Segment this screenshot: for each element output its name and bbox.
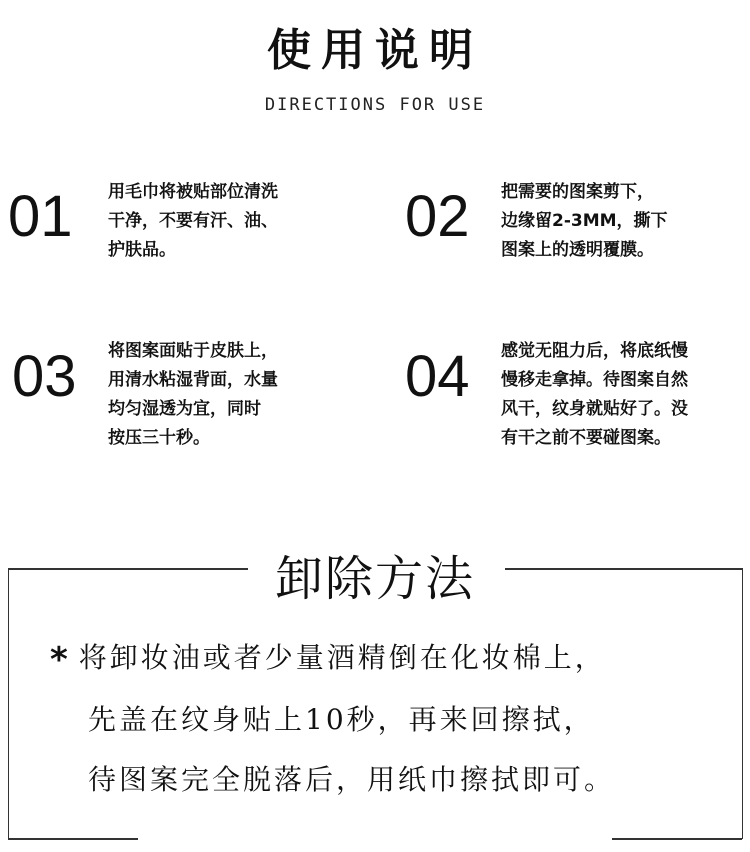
step-text-03: 将图案面贴于皮肤上， 用清水粘湿背面，水量 均匀湿透为宜，同时 按压三十秒。 [108, 341, 278, 448]
frame-bottom-left-line [8, 838, 138, 840]
step-number-01: 01 [8, 184, 73, 249]
step-number-03: 03 [12, 344, 77, 409]
step-number-02: 02 [405, 184, 470, 249]
step-number-04: 04 [405, 344, 470, 409]
page-title: 使用说明 [267, 25, 483, 76]
removal-line-1 [50, 636, 606, 680]
removal-line-1-text: 将卸妆油或者少量酒精倒在化妆棉上， [78, 641, 606, 674]
removal-line-2: 先盖在纹身贴上10秒，再来回擦拭， [88, 703, 595, 736]
frame-bottom-right-line [612, 838, 742, 840]
step-text-04: 感觉无阻力后，将底纸慢 慢移走拿掉。待图案自然 风干，纹身就贴好了。没 有干之前不要碰图案。 [501, 341, 688, 448]
removal-title: 卸除方法 [274, 551, 475, 607]
page-subtitle: DIRECTIONS FOR USE [264, 95, 486, 115]
removal-line-3: 待图案完全脱落后，用纸巾擦拭即可。 [88, 763, 616, 796]
asterisk-bullet-icon: * [50, 640, 71, 680]
step-text-01: 用毛巾将被贴部位清洗 干净，不要有汗、油、 护肤品。 [108, 182, 278, 260]
step-text-02: 把需要的图案剪下， 边缘留2-3MM，撕下 图案上的透明覆膜。 [501, 182, 668, 260]
